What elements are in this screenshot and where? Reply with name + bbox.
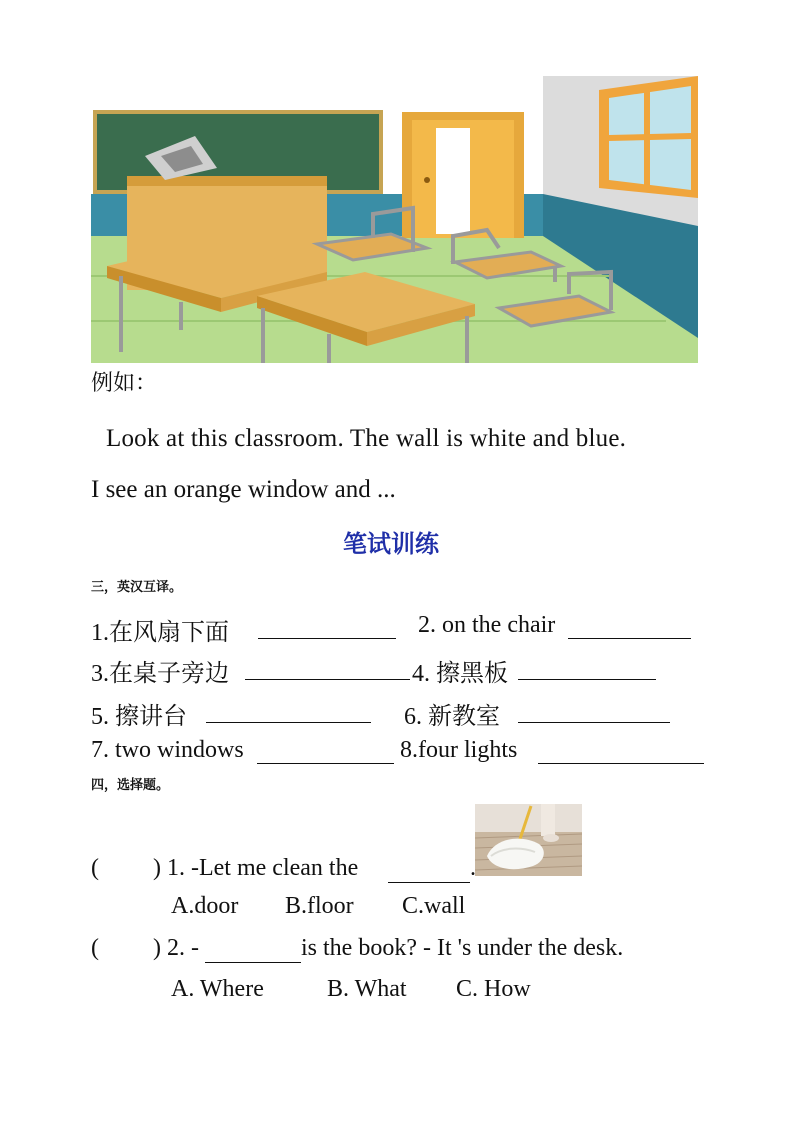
- answer-blank-5[interactable]: [206, 702, 371, 723]
- q1-option-a[interactable]: A.door: [171, 893, 239, 919]
- mop-photo-icon: [475, 804, 582, 876]
- question-1: [91, 855, 358, 882]
- translation-item-8: [400, 737, 517, 764]
- answer-blank-1[interactable]: [258, 618, 396, 639]
- translation-item-3-text: 3.在桌子旁边: [91, 661, 229, 687]
- q2-text-end: is the book? - It 's under the desk.: [301, 935, 624, 961]
- example-label: 例如：: [91, 371, 158, 396]
- answer-blank-6[interactable]: [518, 702, 670, 723]
- q1-option-b[interactable]: B.floor: [285, 893, 354, 919]
- example-line-2: I see an orange window and ...: [91, 476, 396, 503]
- q1-period: .: [470, 855, 476, 881]
- translation-item-2-text: 2. on the chair: [418, 612, 556, 638]
- translation-item-5: [91, 696, 187, 731]
- q2-answer-blank[interactable]: [205, 942, 301, 963]
- answer-blank-3[interactable]: [245, 659, 410, 680]
- classroom-illustration: [91, 76, 698, 363]
- q2-option-c[interactable]: C. How: [456, 976, 531, 1002]
- answer-blank-7[interactable]: [257, 743, 394, 764]
- example-line-1: Look at this classroom. The wall is white and blue.: [106, 425, 627, 452]
- translation-item-8-text: 8.four lights: [400, 737, 518, 763]
- translation-item-7: [91, 737, 244, 764]
- translation-item-5-text: 5. 擦讲台: [91, 704, 187, 730]
- q1-open-paren: (: [91, 855, 99, 881]
- translation-item-6: [404, 696, 500, 731]
- q1-answer-blank[interactable]: [388, 862, 470, 883]
- q2-option-a[interactable]: A. Where: [171, 976, 264, 1002]
- section-4-title: 四，选择题。: [91, 778, 170, 793]
- answer-blank-2[interactable]: [568, 618, 691, 639]
- q2-open-paren: (: [91, 935, 99, 961]
- translation-item-3: [91, 653, 229, 688]
- translation-item-4: [412, 653, 508, 688]
- answer-blank-4[interactable]: [518, 659, 656, 680]
- section-heading: 笔试训练: [343, 530, 439, 558]
- translation-item-2: [418, 612, 555, 639]
- q2-option-b[interactable]: B. What: [327, 976, 407, 1002]
- answer-blank-8[interactable]: [538, 743, 704, 764]
- question-2: [91, 935, 199, 962]
- section-3-title: 三，英汉互译。: [91, 580, 183, 595]
- q1-option-c[interactable]: C.wall: [402, 893, 466, 919]
- q2-text: ) 2. -: [153, 935, 199, 961]
- translation-item-1-text: 1.在风扇下面: [91, 620, 229, 646]
- translation-item-7-text: 7. two windows: [91, 737, 244, 763]
- q1-text: ) 1. -Let me clean the: [153, 855, 359, 881]
- translation-item-1: [91, 612, 229, 647]
- translation-item-4-text: 4. 擦黑板: [412, 661, 508, 687]
- translation-item-6-text: 6. 新教室: [404, 704, 500, 730]
